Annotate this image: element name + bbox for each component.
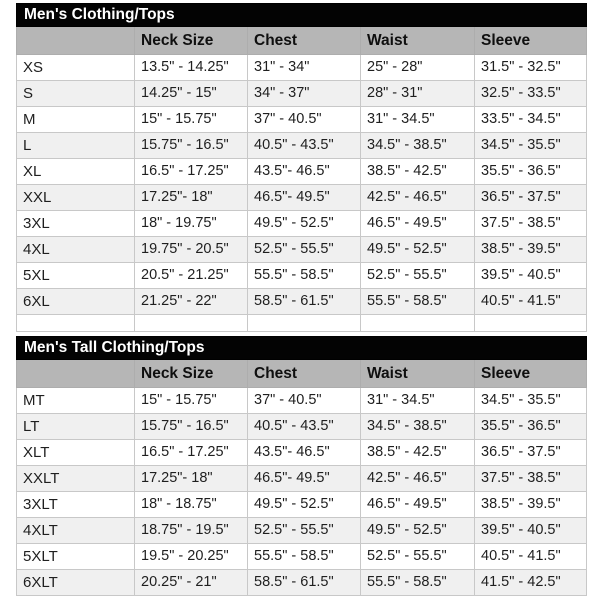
- measurement-cell: 17.25"- 18": [135, 185, 248, 211]
- column-header-neck-size: Neck Size: [135, 360, 248, 388]
- measurement-cell: 58.5" - 61.5": [248, 570, 361, 596]
- table-title-row: [17, 4, 587, 27]
- size-label: 4XLT: [17, 518, 135, 544]
- column-header-size: [17, 360, 135, 388]
- measurement-cell: 46.5"- 49.5": [248, 466, 361, 492]
- table-row-m: [17, 107, 587, 133]
- size-label: LT: [17, 414, 135, 440]
- size-label: L: [17, 133, 135, 159]
- measurement-cell: 49.5" - 52.5": [361, 237, 475, 263]
- size-table-men-s-tall-clothing-tops: [16, 336, 587, 596]
- measurement-cell: 55.5" - 58.5": [248, 263, 361, 289]
- measurement-cell: 31.5" - 32.5": [475, 55, 587, 81]
- measurement-cell: 19.5" - 20.25": [135, 544, 248, 570]
- measurement-cell: 13.5" - 14.25": [135, 55, 248, 81]
- table-row-6xlt: [17, 570, 587, 596]
- size-label: XL: [17, 159, 135, 185]
- table-title: Men's Clothing/Tops: [17, 4, 587, 27]
- measurement-cell: 46.5" - 49.5": [361, 492, 475, 518]
- spacer-row: [17, 315, 587, 332]
- measurement-cell: 40.5" - 41.5": [475, 289, 587, 315]
- measurement-cell: [475, 315, 587, 332]
- measurement-cell: 15.75" - 16.5": [135, 414, 248, 440]
- measurement-cell: 34.5" - 35.5": [475, 388, 587, 414]
- measurement-cell: 55.5" - 58.5": [361, 289, 475, 315]
- measurement-cell: 41.5" - 42.5": [475, 570, 587, 596]
- size-label: M: [17, 107, 135, 133]
- table-row-s: [17, 81, 587, 107]
- table-row-xlt: [17, 440, 587, 466]
- measurement-cell: 39.5" - 40.5": [475, 518, 587, 544]
- column-header-row: [17, 27, 587, 55]
- measurement-cell: 49.5" - 52.5": [248, 492, 361, 518]
- measurement-cell: 20.25" - 21": [135, 570, 248, 596]
- measurement-cell: 43.5"- 46.5": [248, 440, 361, 466]
- measurement-cell: 28" - 31": [361, 81, 475, 107]
- measurement-cell: 40.5" - 43.5": [248, 133, 361, 159]
- measurement-cell: 34.5" - 38.5": [361, 133, 475, 159]
- measurement-cell: 18" - 19.75": [135, 211, 248, 237]
- table-row-xs: [17, 55, 587, 81]
- table-row-l: [17, 133, 587, 159]
- measurement-cell: 40.5" - 41.5": [475, 544, 587, 570]
- table-row-3xlt: [17, 492, 587, 518]
- measurement-cell: 35.5" - 36.5": [475, 414, 587, 440]
- measurement-cell: 49.5" - 52.5": [361, 518, 475, 544]
- table-row-6xl: [17, 289, 587, 315]
- table-row-5xl: [17, 263, 587, 289]
- measurement-cell: 38.5" - 39.5": [475, 492, 587, 518]
- column-header-waist: Waist: [361, 27, 475, 55]
- column-header-sleeve: Sleeve: [475, 27, 587, 55]
- measurement-cell: 55.5" - 58.5": [248, 544, 361, 570]
- measurement-cell: 37.5" - 38.5": [475, 466, 587, 492]
- size-label: XLT: [17, 440, 135, 466]
- column-header-sleeve: Sleeve: [475, 360, 587, 388]
- measurement-cell: 52.5" - 55.5": [248, 518, 361, 544]
- table-row-4xl: [17, 237, 587, 263]
- column-header-size: [17, 27, 135, 55]
- measurement-cell: 16.5" - 17.25": [135, 159, 248, 185]
- size-table-men-s-clothing-tops: [16, 3, 587, 332]
- table-row-xl: [17, 159, 587, 185]
- column-header-neck-size: Neck Size: [135, 27, 248, 55]
- measurement-cell: 52.5" - 55.5": [361, 263, 475, 289]
- measurement-cell: 42.5" - 46.5": [361, 466, 475, 492]
- column-header-row: [17, 360, 587, 388]
- table-row-3xl: [17, 211, 587, 237]
- size-label: XXL: [17, 185, 135, 211]
- measurement-cell: 32.5" - 33.5": [475, 81, 587, 107]
- measurement-cell: 31" - 34.5": [361, 388, 475, 414]
- measurement-cell: 46.5" - 49.5": [361, 211, 475, 237]
- size-tables-container: [16, 3, 586, 596]
- measurement-cell: 37.5" - 38.5": [475, 211, 587, 237]
- size-label: XS: [17, 55, 135, 81]
- measurement-cell: 25" - 28": [361, 55, 475, 81]
- measurement-cell: 46.5"- 49.5": [248, 185, 361, 211]
- measurement-cell: 42.5" - 46.5": [361, 185, 475, 211]
- measurement-cell: 15" - 15.75": [135, 107, 248, 133]
- measurement-cell: 34.5" - 35.5": [475, 133, 587, 159]
- measurement-cell: 15.75" - 16.5": [135, 133, 248, 159]
- column-header-chest: Chest: [248, 27, 361, 55]
- measurement-cell: [248, 315, 361, 332]
- measurement-cell: 40.5" - 43.5": [248, 414, 361, 440]
- measurement-cell: 31" - 34": [248, 55, 361, 81]
- measurement-cell: 38.5" - 42.5": [361, 440, 475, 466]
- measurement-cell: 14.25" - 15": [135, 81, 248, 107]
- size-label: 3XL: [17, 211, 135, 237]
- size-label: 5XL: [17, 263, 135, 289]
- measurement-cell: 36.5" - 37.5": [475, 440, 587, 466]
- table-row-xxl: [17, 185, 587, 211]
- measurement-cell: [361, 315, 475, 332]
- measurement-cell: 18.75" - 19.5": [135, 518, 248, 544]
- size-label: XXLT: [17, 466, 135, 492]
- measurement-cell: 37" - 40.5": [248, 107, 361, 133]
- table-row-xxlt: [17, 466, 587, 492]
- table-row-lt: [17, 414, 587, 440]
- column-header-waist: Waist: [361, 360, 475, 388]
- table-title-row: [17, 337, 587, 360]
- measurement-cell: 38.5" - 42.5": [361, 159, 475, 185]
- measurement-cell: 18" - 18.75": [135, 492, 248, 518]
- measurement-cell: 38.5" - 39.5": [475, 237, 587, 263]
- measurement-cell: 37" - 40.5": [248, 388, 361, 414]
- size-label: MT: [17, 388, 135, 414]
- table-title: Men's Tall Clothing/Tops: [17, 337, 587, 360]
- measurement-cell: 15" - 15.75": [135, 388, 248, 414]
- measurement-cell: 20.5" - 21.25": [135, 263, 248, 289]
- size-label: [17, 315, 135, 332]
- measurement-cell: 33.5" - 34.5": [475, 107, 587, 133]
- table-row-4xlt: [17, 518, 587, 544]
- measurement-cell: 17.25"- 18": [135, 466, 248, 492]
- table-row-5xlt: [17, 544, 587, 570]
- measurement-cell: 34" - 37": [248, 81, 361, 107]
- measurement-cell: 49.5" - 52.5": [248, 211, 361, 237]
- measurement-cell: 34.5" - 38.5": [361, 414, 475, 440]
- measurement-cell: 39.5" - 40.5": [475, 263, 587, 289]
- measurement-cell: 43.5"- 46.5": [248, 159, 361, 185]
- measurement-cell: 55.5" - 58.5": [361, 570, 475, 596]
- size-label: 5XLT: [17, 544, 135, 570]
- measurement-cell: 52.5" - 55.5": [361, 544, 475, 570]
- measurement-cell: [135, 315, 248, 332]
- size-label: 6XL: [17, 289, 135, 315]
- measurement-cell: 19.75" - 20.5": [135, 237, 248, 263]
- measurement-cell: 35.5" - 36.5": [475, 159, 587, 185]
- size-label: 6XLT: [17, 570, 135, 596]
- measurement-cell: 31" - 34.5": [361, 107, 475, 133]
- measurement-cell: 36.5" - 37.5": [475, 185, 587, 211]
- measurement-cell: 21.25" - 22": [135, 289, 248, 315]
- measurement-cell: 58.5" - 61.5": [248, 289, 361, 315]
- measurement-cell: 52.5" - 55.5": [248, 237, 361, 263]
- size-label: 3XLT: [17, 492, 135, 518]
- size-label: 4XL: [17, 237, 135, 263]
- column-header-chest: Chest: [248, 360, 361, 388]
- size-label: S: [17, 81, 135, 107]
- table-row-mt: [17, 388, 587, 414]
- measurement-cell: 16.5" - 17.25": [135, 440, 248, 466]
